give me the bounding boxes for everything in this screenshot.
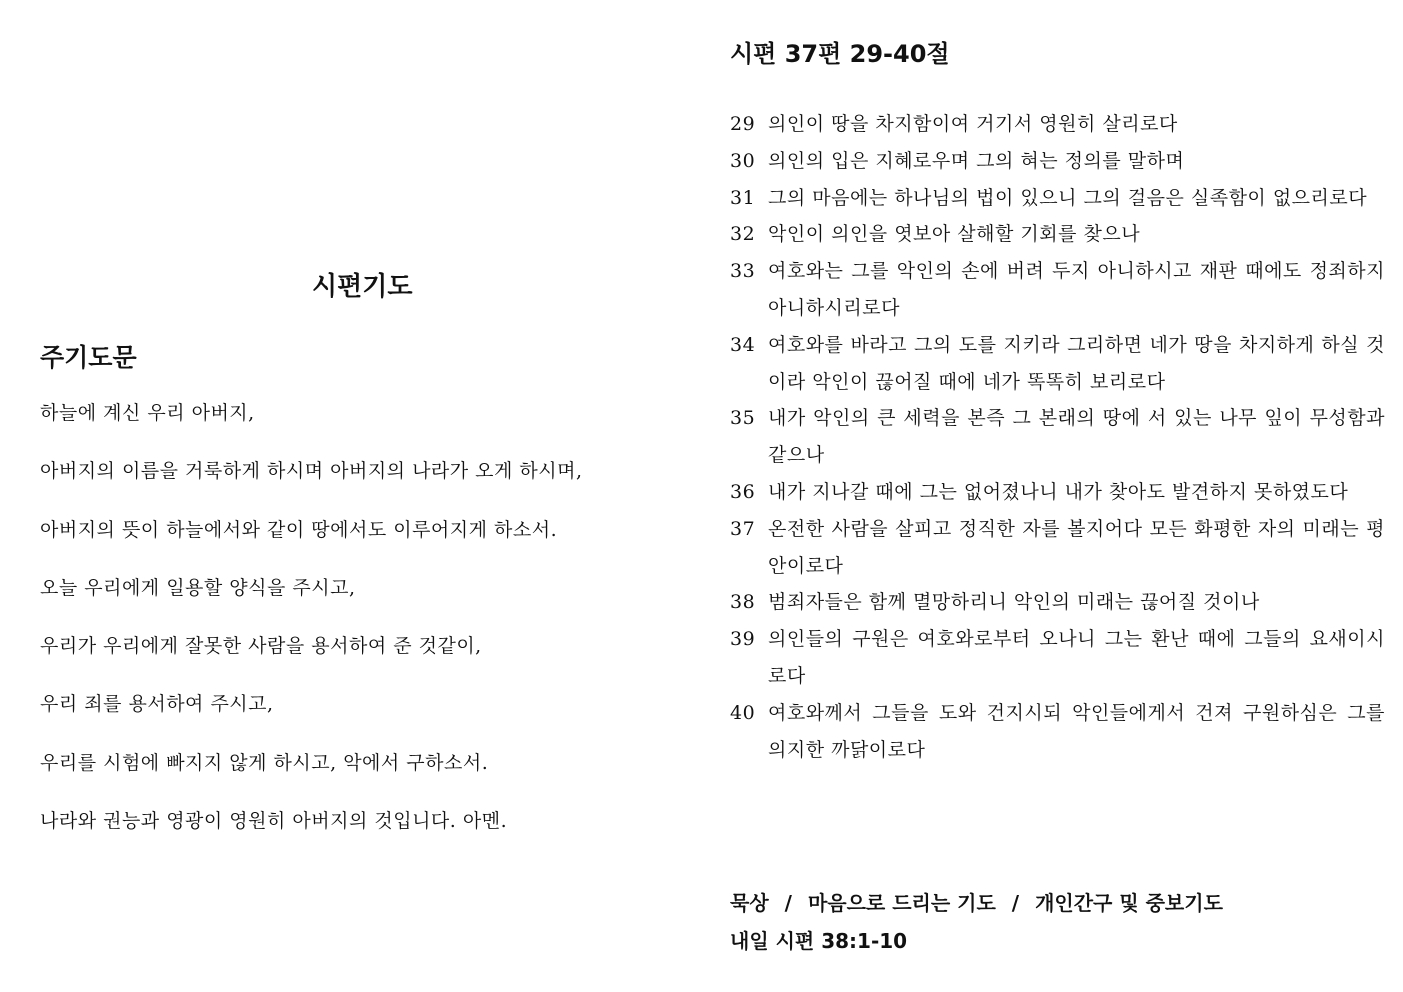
footer bbox=[730, 884, 1223, 960]
prayer-line: 우리 죄를 용서하여 주시고, bbox=[40, 693, 274, 716]
verse-number: 35 bbox=[730, 407, 756, 430]
verse-39 bbox=[730, 621, 1385, 695]
verse-35 bbox=[730, 400, 1385, 474]
verse-30 bbox=[730, 143, 1385, 180]
prayer-line: 하늘에 계신 우리 아버지, bbox=[40, 402, 255, 424]
verse-38 bbox=[730, 584, 1385, 621]
verse-text: 여호와는 그를 악인의 손에 버려 두지 아니하시고 재판 때에도 정죄하지 아니하시리로다 bbox=[768, 260, 1385, 319]
step-meditation: 묵상 bbox=[730, 891, 769, 915]
verse-32 bbox=[730, 216, 1385, 253]
verse-text: 악인이 의인을 엿보아 살해할 기회를 찾으나 bbox=[768, 223, 1141, 246]
verse-number: 33 bbox=[730, 260, 756, 283]
next-reading: 내일 시편 38:1-10 bbox=[730, 929, 908, 953]
prayer-line: 오늘 우리에게 일용할 양식을 주시고, bbox=[40, 576, 356, 599]
prayer-line: 우리를 시험에 빠지지 않게 하시고, 악에서 구하소서. bbox=[40, 751, 489, 774]
verse-number: 36 bbox=[730, 480, 756, 503]
verse-number: 38 bbox=[730, 591, 756, 614]
verse-text: 내가 악인의 큰 세력을 본즉 그 본래의 땅에 서 있는 나무 잎이 무성함과 같으나 bbox=[768, 407, 1385, 467]
verse-list bbox=[730, 106, 1385, 768]
verse-number: 39 bbox=[730, 628, 756, 651]
prayer-line: 나라와 권능과 영광이 영원히 아버지의 것입니다. 아멘. bbox=[40, 810, 508, 833]
separator: / bbox=[1011, 891, 1020, 915]
prayer-line: 아버지의 뜻이 하늘에서와 같이 땅에서도 이루어지게 하소서. bbox=[40, 518, 558, 541]
prayer-line: 아버지의 이름을 거룩하게 하시며 아버지의 나라가 오게 하시며, bbox=[40, 460, 583, 483]
verse-number: 30 bbox=[730, 149, 756, 172]
verse-number: 37 bbox=[730, 517, 756, 540]
verse-number: 40 bbox=[730, 701, 756, 724]
step-heart-prayer: 마음으로 드리는 기도 bbox=[807, 891, 996, 915]
step-intercession: 개인간구 및 중보기도 bbox=[1035, 891, 1223, 915]
verse-number: 31 bbox=[730, 186, 756, 209]
separator: / bbox=[784, 891, 792, 915]
page-title: 시편기도 bbox=[312, 272, 413, 302]
verse-text: 여호와께서 그들을 도와 건지시되 악인들에게서 건져 구원하심은 그를 의지한 까닭이로다 bbox=[768, 701, 1385, 761]
verse-number: 29 bbox=[730, 113, 756, 135]
verse-text: 그의 마음에는 하나님의 법이 있으니 그의 걸음은 실족함이 없으리로다 bbox=[768, 186, 1368, 209]
verse-number: 34 bbox=[730, 333, 756, 356]
verse-33 bbox=[730, 253, 1385, 327]
verse-40 bbox=[730, 695, 1385, 769]
verse-text: 여호와를 바라고 그의 도를 지키라 그리하면 네가 땅을 차지하게 하실 것이라 악인이 끊어질 때에 네가 똑똑히 보리로다 bbox=[768, 333, 1385, 393]
verse-37 bbox=[730, 511, 1385, 585]
verse-34 bbox=[730, 327, 1385, 401]
verse-29 bbox=[730, 106, 1385, 143]
verse-text: 온전한 사람을 살피고 정직한 자를 볼지어다 모든 화평한 자의 미래는 평안이로다 bbox=[768, 517, 1385, 577]
lords-prayer bbox=[40, 398, 700, 864]
prayer-steps bbox=[730, 884, 1223, 922]
verse-text: 의인의 입은 지혜로우며 그의 혀는 정의를 말하며 bbox=[768, 149, 1185, 172]
verse-text: 의인들의 구원은 여호와로부터 오나니 그는 환난 때에 그들의 요새이시로다 bbox=[768, 628, 1385, 687]
verse-31 bbox=[730, 180, 1385, 217]
verse-text: 의인이 땅을 차지함이여 거기서 영원히 살리로다 bbox=[768, 113, 1178, 135]
verse-text: 내가 지나갈 때에 그는 없어졌나니 내가 찾아도 발견하지 못하였도다 bbox=[768, 480, 1349, 503]
verse-36 bbox=[730, 474, 1385, 511]
passage-title: 시편 37편 29-40절 bbox=[730, 40, 950, 68]
verse-number: 32 bbox=[730, 223, 756, 246]
verse-text: 범죄자들은 함께 멸망하리니 악인의 미래는 끊어질 것이나 bbox=[768, 591, 1260, 614]
section-title: 주기도문 bbox=[40, 343, 137, 372]
prayer-line: 우리가 우리에게 잘못한 사람을 용서하여 준 것같이, bbox=[40, 635, 482, 658]
